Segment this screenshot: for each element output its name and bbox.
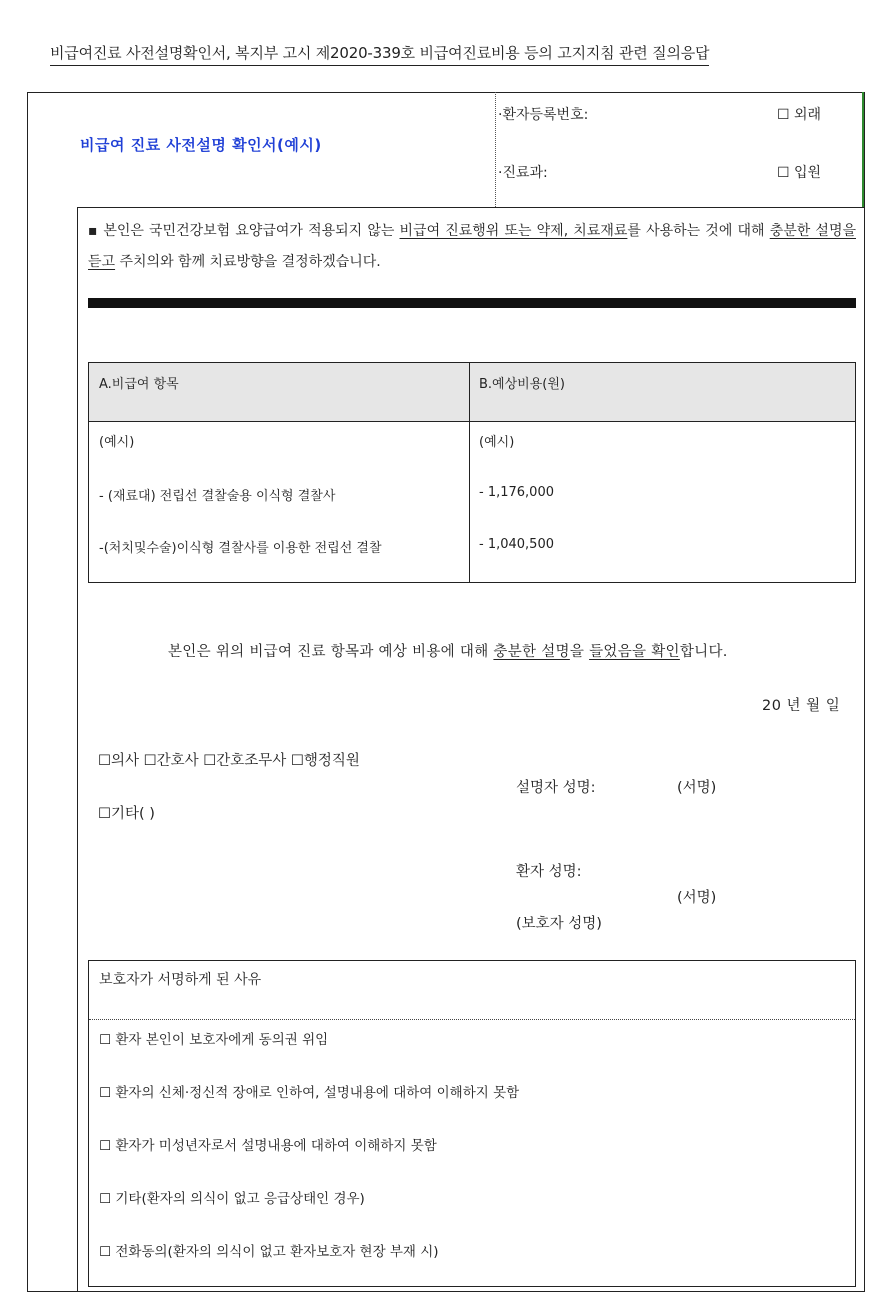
- intro-underline-noncovered: 비급여 진료행위 또는 약제, 치료재료: [399, 223, 628, 239]
- header-expected-cost: B.예상비용(원): [479, 377, 565, 392]
- reason-item-disability[interactable]: ☐ 환자의 신체·정신적 장애로 인하여, 설명내용에 대하여 이해하지 못함: [99, 1085, 520, 1101]
- table-row-item: -(처치및수술)이식형 결찰사를 이용한 전립선 결찰: [99, 541, 382, 556]
- patient-id-label: ·환자등록번호:: [498, 107, 589, 123]
- example-label: (예시): [479, 435, 515, 450]
- example-label: (예시): [99, 435, 135, 450]
- reason-item-emergency[interactable]: ☐ 기타(환자의 의식이 없고 응급상태인 경우): [99, 1191, 365, 1207]
- intro-text: ▪ 본인은 국민건강보험 요양급여가 적용되지 않는: [88, 223, 400, 239]
- department-label: ·진료과:: [498, 165, 548, 181]
- explainer-role-other[interactable]: ☐기타( ): [98, 806, 155, 822]
- outpatient-checkbox[interactable]: ☐ 외래: [777, 107, 822, 123]
- header-divider: [495, 92, 496, 207]
- dotted-divider: [89, 1019, 855, 1020]
- explainer-name-label: 설명자 성명:: [516, 780, 596, 796]
- form-name: 비급여 진료 사전설명 확인서(예시): [80, 136, 322, 154]
- document-title: 비급여진료 사전설명확인서, 복지부 고시 제2020-339호 비급여진료비용 등의 고지지침 관련 질의응답: [50, 42, 709, 66]
- guardian-name-label: (보호자 성명): [516, 916, 602, 932]
- confirm-text: 합니다.: [679, 644, 728, 660]
- confirmation-statement: [168, 640, 728, 661]
- explainer-signature[interactable]: (서명): [677, 780, 717, 796]
- inpatient-checkbox[interactable]: ☐ 입원: [777, 165, 822, 181]
- intro-underline-explained: 충분한 설명을 듣고: [88, 223, 856, 270]
- guardian-reason-box: [88, 960, 856, 1287]
- table-row-cost: - 1,040,500: [479, 537, 554, 552]
- header-noncovered-item: A.비급여 항목: [99, 377, 179, 392]
- confirm-text: 본인은 위의 비급여 진료 항목과 예상 비용에 대해: [168, 644, 494, 660]
- patient-signature[interactable]: (서명): [677, 890, 717, 906]
- explainer-role-checkboxes[interactable]: ☐의사 ☐간호사 ☐간호조무사 ☐행정직원: [98, 753, 360, 769]
- header-right-border: [862, 92, 864, 207]
- date-field: 20 년 월 일: [762, 698, 841, 714]
- confirm-text: 을: [569, 644, 590, 660]
- cost-table-column-divider: [469, 363, 470, 582]
- guardian-reason-title: 보호자가 서명하게 된 사유: [99, 972, 262, 988]
- intro-text: 주치의와 함께 치료방향을 결정하겠습니다.: [115, 254, 381, 270]
- reason-item-minor[interactable]: ☐ 환자가 미성년자로서 설명내용에 대하여 이해하지 못함: [99, 1138, 437, 1154]
- confirm-underline-explanation: 충분한 설명: [493, 644, 570, 660]
- intro-text: 를 사용하는 것에 대해: [627, 223, 770, 239]
- intro-statement: [88, 216, 856, 278]
- table-row-cost: - 1,176,000: [479, 485, 554, 500]
- cost-table: [88, 362, 856, 583]
- cost-table-header: [89, 363, 855, 422]
- table-row-item: - (재료대) 전립선 결찰술용 이식형 결찰사: [99, 489, 336, 504]
- reason-item-phone-consent[interactable]: ☐ 전화동의(환자의 의식이 없고 환자보호자 현장 부재 시): [99, 1244, 439, 1260]
- reason-item-delegation[interactable]: ☐ 환자 본인이 보호자에게 동의권 위임: [99, 1032, 329, 1048]
- patient-name-label: 환자 성명:: [516, 864, 582, 880]
- confirm-underline-heard: 들었음을 확인: [589, 644, 680, 660]
- section-divider-bar: [88, 298, 856, 308]
